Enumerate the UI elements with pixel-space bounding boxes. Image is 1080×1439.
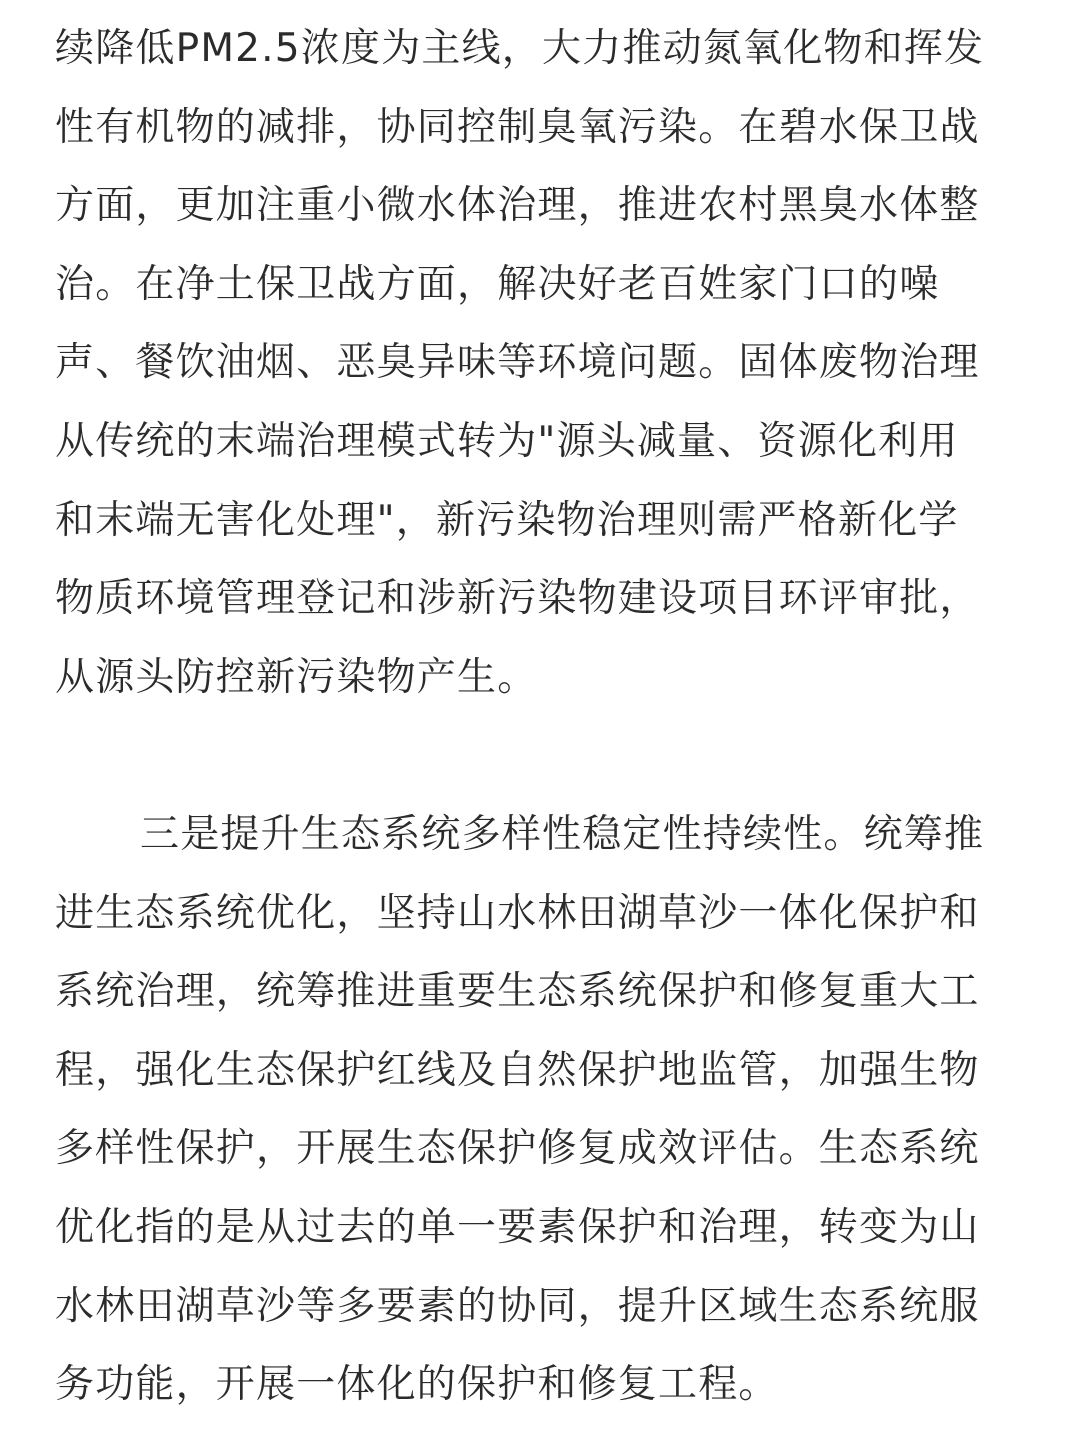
text-line: 续降低PM2.5浓度为主线，大力推动氮氧化物和挥发 (55, 26, 985, 71)
text-line: 物质环境管理登记和涉新污染物建设项目环评审批， (55, 576, 980, 622)
text-line: 和末端无害化处理"，新污染物治理则需严格新化学 (55, 497, 959, 543)
text-line: 程，强化生态保护红线及自然保护地监管，加强生物 (55, 1047, 980, 1093)
text-line: 从源头防控新污染物产生。 (55, 654, 538, 700)
text-line: 进生态系统优化，坚持山水林田湖草沙一体化保护和 (55, 890, 980, 936)
text-line: 方面，更加注重小微水体治理，推进农村黑臭水体整 (55, 183, 980, 229)
text-line: 多样性保护，开展生态保护修复成效评估。生态系统 (55, 1126, 980, 1172)
text-line: 水林田湖草沙等多要素的协同，提升区域生态系统服 (55, 1283, 980, 1329)
text-line: 声、餐饮油烟、恶臭异味等环境问题。固体废物治理 (55, 340, 980, 386)
paragraph-ecosystem (55, 796, 1035, 1425)
text-line: 性有机物的减排，协同控制臭氧污染。在碧水保卫战 (55, 104, 980, 150)
text-line: 治。在净土保卫战方面，解决好老百姓家门口的噪 (55, 261, 940, 307)
text-line: 系统治理，统筹推进重要生态系统保护和修复重大工 (55, 969, 980, 1015)
text-line: 从传统的末端治理模式转为"源头减量、资源化利用 (55, 418, 959, 464)
text-line: 务功能，开展一体化的保护和修复工程。 (55, 1362, 779, 1408)
text-line: 优化指的是从过去的单一要素保护和治理，转变为山 (55, 1204, 980, 1250)
text-line-indented: 三是提升生态系统多样性稳定性持续性。统筹推 (140, 812, 985, 857)
paragraph-continuation (55, 10, 1035, 717)
